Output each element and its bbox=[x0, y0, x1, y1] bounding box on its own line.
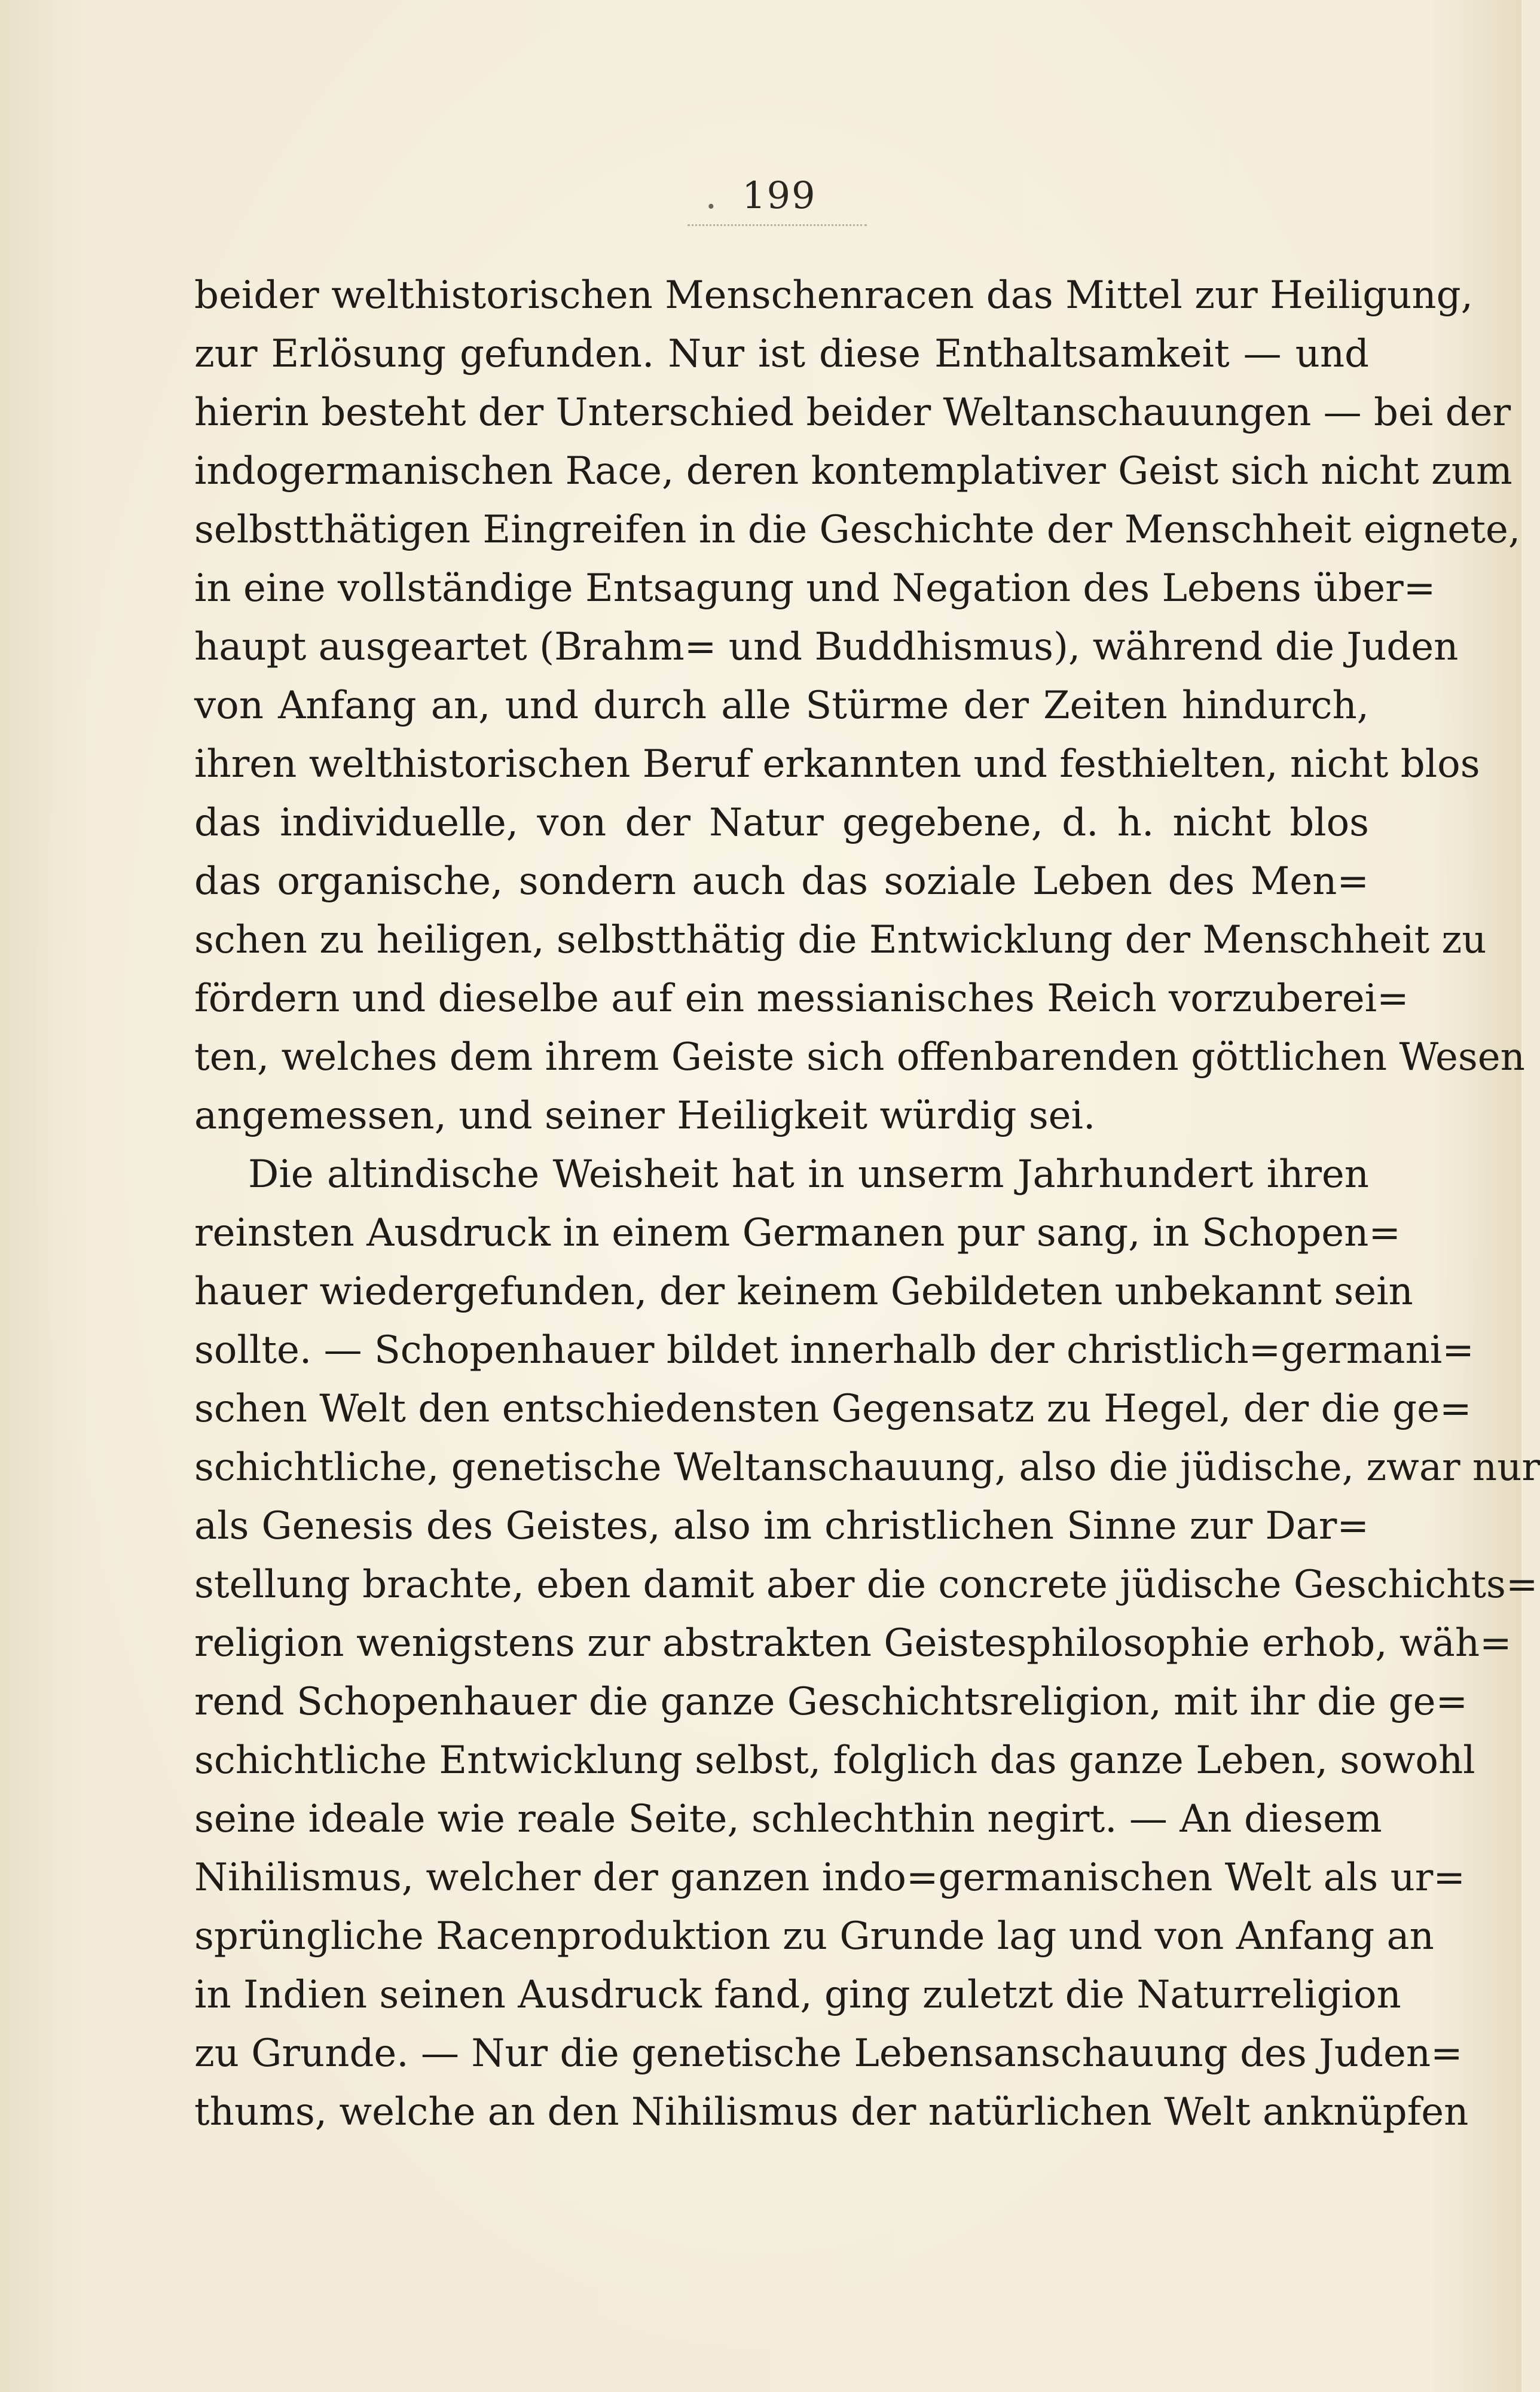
text-line: schen Welt den entschiedensten Gegensatz zu Hegel, der die ge= bbox=[194, 1387, 1472, 1431]
text-line: thums, welche an den Nihilismus der natürlichen Welt anknüpfen bbox=[194, 2090, 1469, 2134]
text-line: das organische, sondern auch das soziale Leben des Men= bbox=[194, 859, 1369, 904]
text-line: das individuelle, von der Natur gegebene, d. h. nicht blos bbox=[194, 801, 1369, 845]
text-line: zu Grunde. — Nur die genetische Lebensanschauung des Juden= bbox=[194, 2031, 1463, 2076]
text-line: ihren welthistorischen Beruf erkannten und festhielten, nicht blos bbox=[194, 742, 1480, 786]
text-line: fördern und dieselbe auf ein messianisches Reich vorzuberei= bbox=[194, 977, 1409, 1021]
page-number-value: 199 bbox=[742, 173, 817, 217]
text-line: in Indien seinen Ausdruck fand, ging zuletzt die Naturreligion bbox=[194, 1973, 1401, 2017]
text-line: religion wenigstens zur abstrakten Geistesphilosophie erhob, wäh= bbox=[194, 1621, 1512, 1665]
text-line: sprüngliche Racenproduktion zu Grunde lag und von Anfang an bbox=[194, 1914, 1434, 1958]
text-line: selbstthätigen Eingreifen in die Geschichte der Menschheit eignete, bbox=[194, 508, 1521, 552]
body-text bbox=[194, 266, 1540, 2141]
text-line: zur Erlösung gefunden. Nur ist diese Enthaltsamkeit — und bbox=[194, 332, 1369, 376]
text-line: beider welthistorischen Menschenracen das Mittel zur Heiligung, bbox=[194, 273, 1473, 318]
text-line: stellung brachte, eben damit aber die concrete jüdische Geschichts= bbox=[194, 1563, 1538, 1607]
page-number bbox=[0, 173, 1521, 217]
text-line: Die altindische Weisheit hat in unserm Jahrhundert ihren bbox=[248, 1152, 1369, 1197]
text-line: in eine vollständige Entsagung und Negation des Lebens über= bbox=[194, 566, 1436, 611]
text-line: schichtliche Entwicklung selbst, folglich das ganze Leben, sowohl bbox=[194, 1738, 1475, 1783]
text-line: seine ideale wie reale Seite, schlechthin negirt. — An diesem bbox=[194, 1797, 1382, 1841]
text-line: schen zu heiligen, selbstthätig die Entwicklung der Menschheit zu bbox=[194, 918, 1487, 962]
page-mark: . bbox=[705, 173, 719, 217]
text-line: als Genesis des Geistes, also im christlichen Sinne zur Dar= bbox=[194, 1504, 1369, 1548]
text-line: von Anfang an, und durch alle Stürme der Zeiten hindurch, bbox=[194, 684, 1369, 728]
text-line: schichtliche, genetische Weltanschauung, also die jüdische, zwar nur bbox=[194, 1445, 1540, 1490]
text-line: angemessen, und seiner Heiligkeit würdig sei. bbox=[194, 1094, 1096, 1138]
text-line: rend Schopenhauer die ganze Geschichtsreligion, mit ihr die ge= bbox=[194, 1680, 1468, 1724]
text-line: sollte. — Schopenhauer bildet innerhalb der christlich=germani= bbox=[194, 1328, 1474, 1372]
text-line: Nihilismus, welcher der ganzen indo=germanischen Welt als ur= bbox=[194, 1856, 1465, 1900]
text-line: hauer wiedergefunden, der keinem Gebildeten unbekannt sein bbox=[194, 1270, 1413, 1314]
text-line: haupt ausgeartet (Brahm= und Buddhismus), während die Juden bbox=[194, 625, 1459, 669]
text-line: reinsten Ausdruck in einem Germanen pur sang, in Schopen= bbox=[194, 1211, 1401, 1255]
text-line: indogermanischen Race, deren kontemplativer Geist sich nicht zum bbox=[194, 449, 1512, 493]
text-line: ten, welches dem ihrem Geiste sich offenbarenden göttlichen Wesen bbox=[194, 1035, 1525, 1079]
text-line: hierin besteht der Unterschied beider Weltanschauungen — bei der bbox=[194, 390, 1511, 435]
header-rule bbox=[688, 224, 867, 226]
